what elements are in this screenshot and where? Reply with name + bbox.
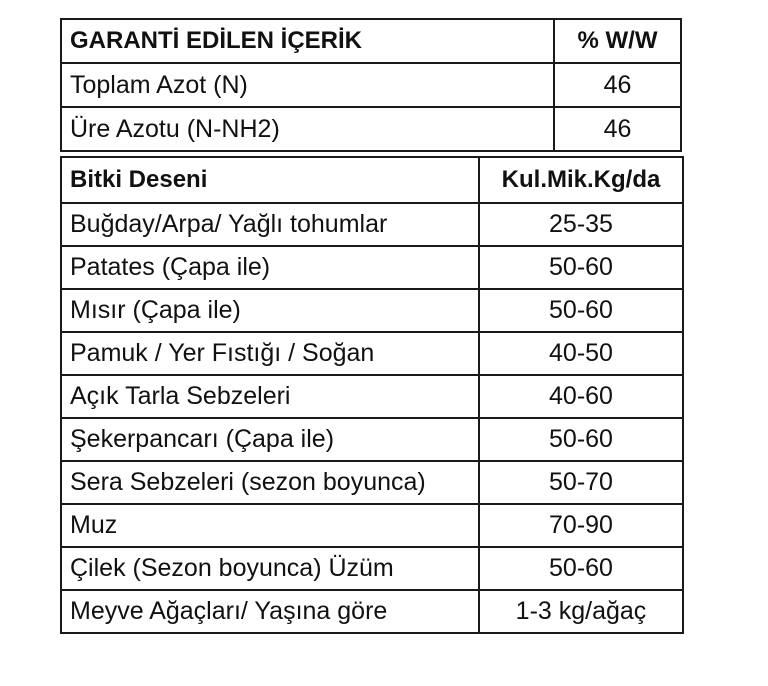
row-value: 1-3 kg/ağaç [479,590,683,633]
table-row [61,375,683,418]
table-row [61,332,683,375]
row-value: 50-60 [479,547,683,590]
table-row [61,461,683,504]
row-value: 50-70 [479,461,683,504]
header-unit: Kul.Mik.Kg/da [479,157,683,203]
row-label: Toplam Azot (N) [61,63,554,107]
row-value: 70-90 [479,504,683,547]
row-label: Mısır (Çapa ile) [61,289,479,332]
table-row [61,418,683,461]
table-row [61,289,683,332]
table-row [61,547,683,590]
header-unit: % W/W [554,19,681,63]
header-label: Bitki Deseni [61,157,479,203]
row-label: Üre Azotu (N-NH2) [61,107,554,151]
row-label: Meyve Ağaçları/ Yaşına göre [61,590,479,633]
row-value: 50-60 [479,289,683,332]
table-header-row [61,19,681,63]
row-label: Muz [61,504,479,547]
row-value: 50-60 [479,246,683,289]
table-row [61,246,683,289]
guaranteed-content-table [60,18,682,152]
row-value: 40-60 [479,375,683,418]
table-row [61,203,683,246]
row-label: Buğday/Arpa/ Yağlı tohumlar [61,203,479,246]
row-label: Çilek (Sezon boyunca) Üzüm [61,547,479,590]
row-value: 25-35 [479,203,683,246]
header-label: GARANTİ EDİLEN İÇERİK [61,19,554,63]
table-row [61,590,683,633]
row-label: Patates (Çapa ile) [61,246,479,289]
row-label: Açık Tarla Sebzeleri [61,375,479,418]
row-label: Şekerpancarı (Çapa ile) [61,418,479,461]
table-header-row [61,157,683,203]
table-row [61,504,683,547]
table-row [61,107,681,151]
row-value: 40-50 [479,332,683,375]
row-value: 50-60 [479,418,683,461]
row-value: 46 [554,63,681,107]
row-value: 46 [554,107,681,151]
table-row [61,63,681,107]
application-dose-table [60,156,684,634]
row-label: Pamuk / Yer Fıstığı / Soğan [61,332,479,375]
row-label: Sera Sebzeleri (sezon boyunca) [61,461,479,504]
